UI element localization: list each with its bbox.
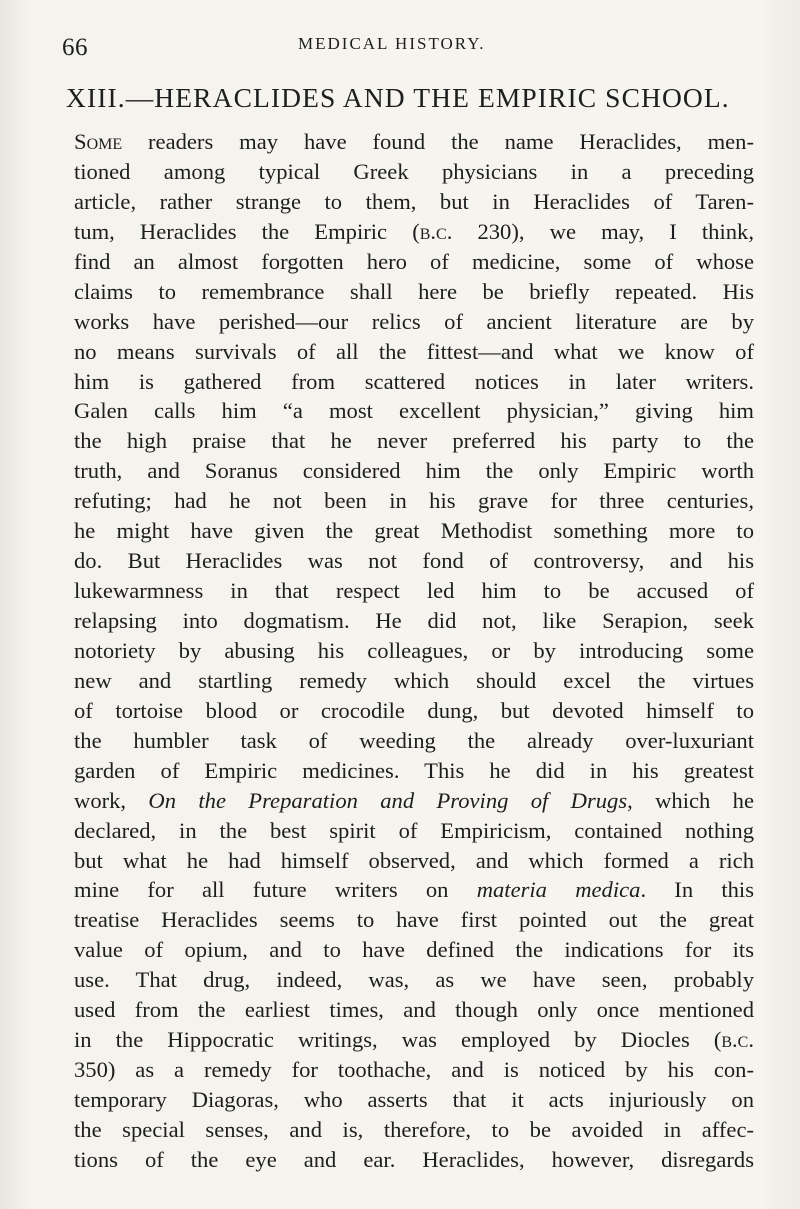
line-text: temporary Diagoras, who asserts that it acts injuriously on [74,1087,754,1112]
text-line [74,367,754,397]
line-text: he might have given the great Methodist something more to [74,518,754,544]
small-caps-text: b.c. [419,218,453,244]
text-line [74,816,754,846]
line-text: work, [74,787,149,813]
text-line [74,337,754,367]
text-line [74,127,754,157]
line-text: but what he had himself observed, and which formed a rich [74,847,754,873]
text-line [74,846,754,876]
body-text [74,127,754,1175]
line-text: find an almost forgotten hero of medicine, some of whose [74,248,754,274]
line-text: readers may have found the name Heraclides, men- [122,129,754,154]
text-line [74,1145,754,1175]
text-line [74,696,754,726]
lead-word: Some [74,129,123,154]
line-text: refuting; had he not been in his grave for three centuries, [74,488,754,514]
line-text: tioned among typical Greek physicians in a preceding [74,158,754,184]
running-title: MEDICAL HISTORY. [298,34,486,53]
text-line [74,756,754,786]
line-text: 350) as a remedy for toothache, and is noticed by his con- [74,1057,754,1083]
text-line [74,1085,754,1115]
line-text: tum, Heraclides the Empiric ( [74,218,420,244]
text-line [74,666,754,696]
text-line [74,157,754,187]
line-text: no means survivals of all the fittest—and what we know of [74,338,754,364]
line-text: lukewarmness in that respect led him to be accused of [74,578,754,604]
line-text: Galen calls him “a most excellent physician,” giving him [74,398,754,424]
text-line [74,486,754,516]
line-text: claims to remembrance shall here be briefly repeated. His [74,278,754,304]
line-text: the high praise that he never preferred his party to the [74,428,754,454]
line-text: him is gathered from scattered notices in later writers. [74,368,754,394]
small-caps-text: b.c. [721,1027,754,1053]
text-line [74,426,754,456]
line-text: do. But Heraclides was not fond of controversy, and his [74,548,754,574]
text-line [74,307,754,337]
text-line [74,726,754,756]
line-text: notoriety by abusing his colleagues, or by introducing some [74,637,754,663]
line-text-after: 230), we may, I think, [452,218,754,244]
line-text: relapsing into dogmatism. He did not, like Serapion, seek [74,608,754,633]
text-line [74,576,754,606]
line-text: in the Hippocratic writings, was employed by Diocles ( [74,1027,722,1053]
line-text: garden of Empiric medicines. This he did in his greatest [74,757,754,783]
line-text: new and startling remedy which should excel the virtues [74,667,754,693]
text-line [74,905,754,935]
text-line [74,636,754,666]
text-line [74,277,754,307]
line-text: use. That drug, indeed, was, as we have seen, probably [74,967,754,993]
text-line [74,786,754,816]
line-text: mine for all future writers on [74,877,477,903]
running-head [62,30,760,70]
line-text: of tortoise blood or crocodile dung, but devoted himself to [74,697,754,723]
text-line [74,516,754,546]
line-text: value of opium, and to have defined the indications for its [74,937,754,963]
text-line [74,456,754,486]
text-line [74,1025,754,1055]
text-line [74,995,754,1025]
section-title: XIII.—HERACLIDES AND THE EMPIRIC SCHOOL. [66,82,730,113]
text-line [74,1115,754,1145]
page-number: 66 [62,34,88,61]
line-text: declared, in the best spirit of Empiricism, contained nothing [74,817,754,843]
text-line [74,247,754,277]
line-text: truth, and Soranus considered him the only Empiric worth [74,458,754,484]
line-text: tions of the eye and ear. Heraclides, however, disregards [74,1146,754,1172]
text-line [74,965,754,995]
line-text-after: , which he [627,787,754,813]
line-text: the humbler task of weeding the already over-luxuriant [74,727,754,753]
text-line [74,187,754,217]
line-text: the special senses, and is, therefore, to be avoided in affec- [74,1116,754,1142]
line-text: works have perished—our relics of ancient literature are by [74,308,754,334]
text-line [74,546,754,576]
line-text: treatise Heraclides seems to have first pointed out the great [74,907,754,933]
line-text: used from the earliest times, and though only once mentioned [74,997,754,1023]
text-line [74,1055,754,1085]
italic-text: On the Preparation and Proving of Drugs [148,787,628,813]
line-text-after: . In this [640,877,754,903]
italic-text: materia medica [476,877,641,903]
text-line [74,606,754,636]
line-text: article, rather strange to them, but in Heraclides of Taren- [74,188,754,214]
text-line [74,217,754,247]
text-line [74,875,754,905]
text-line [74,396,754,426]
text-line [74,935,754,965]
